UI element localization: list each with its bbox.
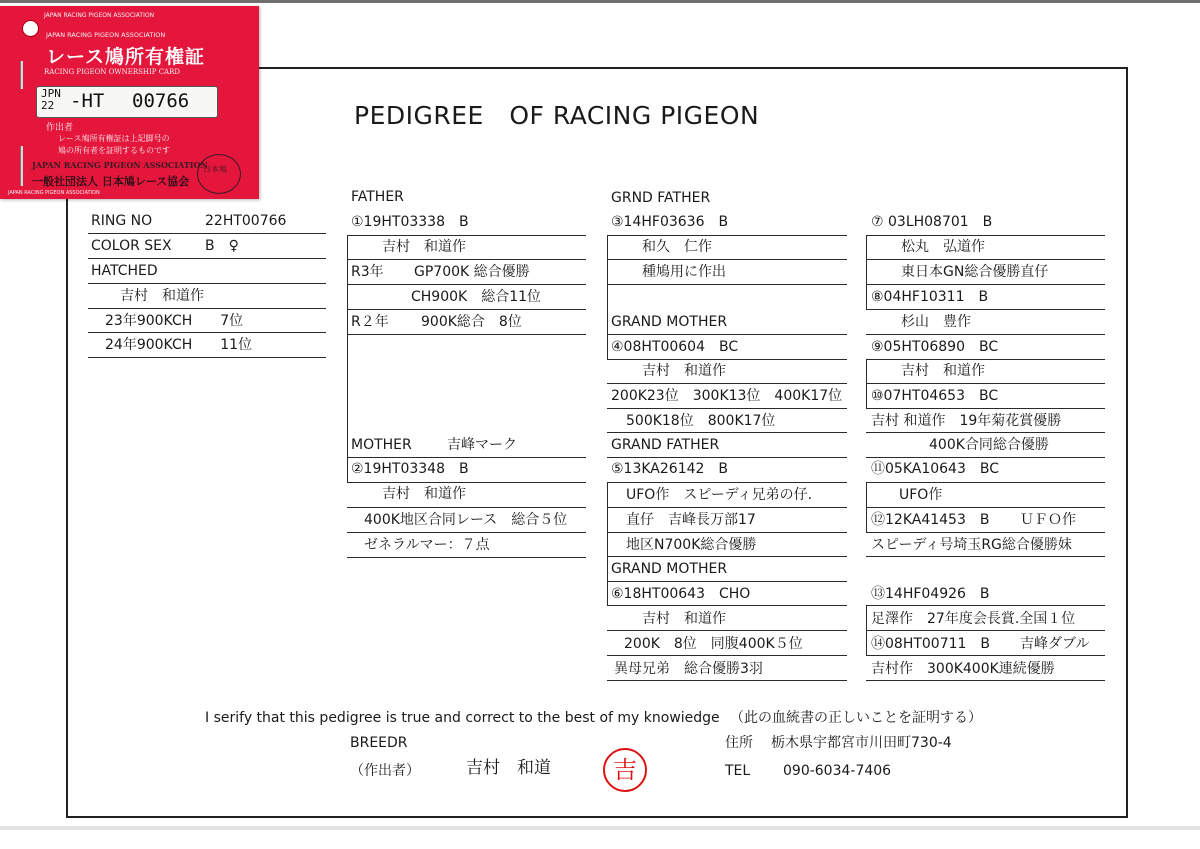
card-assoc-top-2: JAPAN RACING PIGEON ASSOCIATION: [46, 31, 166, 39]
card-stamp-text: 日本鳩: [203, 165, 227, 174]
gf-paternal-label: GRND FATHER: [611, 190, 711, 206]
father-id: ①19HT03338 B: [351, 214, 469, 230]
divider: [347, 259, 586, 260]
divider: [607, 359, 847, 360]
gm-paternal-id: ④08HT00604 BC: [611, 339, 739, 355]
gg10-note: 吉村 和道作 19年菊花賞優勝: [871, 413, 1062, 429]
gm-maternal-breeder: 吉村 和道作: [642, 611, 726, 627]
gf-maternal-id: ⑤13KA26142 B: [611, 461, 729, 477]
card-org-jp: 一般社団法人 日本鳩レース協会: [32, 175, 190, 188]
card-assoc-top: JAPAN RACING PIGEON ASSOCIATION: [44, 12, 155, 19]
scan-bottom-edge: [0, 826, 1200, 830]
tel-label: TEL: [725, 763, 751, 779]
divider: [88, 332, 326, 333]
divider: [866, 630, 1105, 631]
divider: [866, 309, 1105, 310]
card-wire-upper: [20, 61, 23, 89]
gm-maternal-label: GRAND MOTHER: [611, 561, 728, 577]
subject-record-2: 24年900KCH 11位: [105, 337, 253, 353]
card-assoc-strip: JAPAN RACING PIGEON ASSOCIATION: [8, 190, 100, 196]
certify-text: I serify that this pedigree is true and correct to the best of my knowiedge: [205, 710, 720, 726]
gg13-note: 足澤作 27年度会長賞.全国１位: [871, 611, 1076, 627]
divider: [607, 630, 847, 631]
maker-label: （作出者）: [350, 763, 420, 779]
gg8-id: ⑧04HF10311 B: [871, 289, 989, 305]
divider: [607, 383, 847, 384]
divider: [866, 482, 1105, 483]
divider: [88, 308, 326, 309]
divider: [866, 383, 1105, 384]
breeder-label: BREEDR: [350, 735, 408, 751]
divider: [866, 359, 1105, 360]
gg9-breeder: 吉村 和道作: [901, 363, 985, 379]
divider: [347, 235, 586, 236]
father-record-2: CH900K 総合11位: [411, 289, 542, 305]
divider: [607, 482, 847, 483]
divider: [866, 284, 1105, 285]
bracket-line: [347, 235, 348, 483]
gg14-mark: 吉峰ダブル: [1020, 636, 1090, 652]
divider: [607, 235, 847, 236]
mother-record-1: 400K地区合同レース 総合５位: [364, 512, 568, 528]
card-wire-lower: [20, 146, 23, 186]
divider: [347, 557, 586, 558]
gf-maternal-note: 直仔 吉峰長万部17: [626, 512, 756, 528]
divider: [866, 507, 1105, 508]
card-ring-country: JPN: [41, 87, 61, 100]
divider: [88, 258, 326, 259]
gg11-id: ⑪05KA10643 BC: [871, 461, 999, 477]
divider: [866, 432, 1105, 433]
gg13-id: ⑬14HF04926 B: [871, 586, 990, 602]
gg14-id: ⑭08HT00711 B: [871, 636, 991, 652]
divider: [88, 357, 326, 358]
divider: [347, 457, 586, 458]
bracket-line: [866, 235, 867, 310]
card-issuer-label: 作出者: [46, 123, 74, 133]
divider: [866, 680, 1105, 681]
gm-paternal-record-1: 200K23位 300K13位 400K17位: [611, 388, 843, 404]
divider: [607, 556, 847, 557]
divider: [88, 283, 326, 284]
scan-top-edge: [0, 0, 1200, 3]
divider: [347, 532, 586, 533]
divider: [607, 532, 847, 533]
bracket-line: [607, 482, 608, 606]
divider: [607, 432, 847, 433]
bracket-line: [607, 235, 608, 360]
divider: [607, 259, 847, 260]
ring-value: 22HT00766: [205, 213, 287, 229]
gg11-breeder: UFO作: [899, 487, 943, 503]
gg12-note: スピーディ号埼玉RG総合優勝妹: [871, 537, 1072, 553]
gg12-id: ⑫12KA41453 B: [871, 512, 990, 528]
gg9-id: ⑨05HT06890 BC: [871, 339, 999, 355]
gg8-breeder: 杉山 豊作: [901, 314, 971, 330]
divider: [347, 482, 586, 483]
divider: [607, 457, 847, 458]
divider: [607, 680, 847, 681]
father-breeder: 吉村 和道作: [382, 239, 466, 255]
gm-maternal-id: ⑥18HT00643 CHO: [611, 586, 751, 602]
address-label: 住所: [725, 735, 753, 751]
mother-breeder: 吉村 和道作: [382, 486, 466, 502]
divider: [607, 605, 847, 606]
gg14-note: 吉村作 300K400K連続優勝: [871, 661, 1055, 677]
divider: [607, 655, 847, 656]
divider: [866, 655, 1105, 656]
divider: [866, 605, 1105, 606]
gg10-note-2: 400K合同総合優勝: [929, 437, 1049, 453]
divider: [607, 334, 847, 335]
card-title-jp: レース鳩所有権証: [46, 46, 206, 68]
breeder-seal: 吉: [603, 748, 647, 792]
father-record-3: 900K総合 8位: [421, 314, 522, 330]
gm-maternal-record-1: 200K 8位 同腹400K５位: [624, 636, 803, 652]
tel-value: 090-6034-7406: [783, 763, 892, 779]
divider: [607, 581, 847, 582]
page-title: PEDIGREE OF RACING PIGEON: [354, 101, 760, 130]
hatched-label: HATCHED: [91, 263, 158, 279]
divider: [347, 284, 586, 285]
divider: [866, 457, 1105, 458]
gf-maternal-label: GRAND FATHER: [611, 437, 720, 453]
card-title-en: RACING PIGEON OWNERSHIP CARD: [44, 68, 180, 76]
father-record-3-year: R２年: [351, 314, 389, 330]
gf-paternal-breeder: 和久 仁作: [642, 239, 712, 255]
divider: [607, 284, 847, 285]
gf-maternal-breeder: UFO作 スピーディ兄弟の仔.: [626, 487, 813, 503]
address-value: 栃木県宇都宮市川田町730-4: [771, 735, 952, 751]
color-sex-value: B ♀: [205, 238, 239, 254]
card-ring-code: -HT: [70, 90, 105, 112]
gg7-breeder: 松丸 弘道作: [901, 239, 985, 255]
gm-maternal-record-2: 異母兄弟 総合優勝3羽: [614, 661, 763, 677]
gg7-note: 東日本GN総合優勝直仔: [901, 264, 1049, 280]
divider: [607, 507, 847, 508]
card-ring-number: 00766: [132, 90, 190, 112]
father-label: FATHER: [351, 189, 404, 205]
divider: [607, 408, 847, 409]
subject-breeder: 吉村 和道作: [120, 288, 204, 304]
gf-maternal-record: 地区N700K総合優勝: [626, 537, 757, 553]
gg12-breeder: ＵＦＯ作: [1020, 512, 1076, 528]
breeder-signature: 吉村 和道: [466, 758, 551, 778]
card-assoc-bottom: JAPAN RACING PIGEON ASSOCIATION: [32, 160, 208, 170]
divider: [866, 532, 1105, 533]
gm-paternal-record-2: 500K18位 800K17位: [626, 413, 776, 429]
mother-mark: 吉峰マーク: [447, 437, 517, 453]
divider: [866, 334, 1105, 335]
color-sex-label: COLOR SEX: [91, 238, 172, 254]
mother-label: MOTHER: [351, 437, 412, 453]
divider: [866, 556, 1105, 557]
gm-paternal-breeder: 吉村 和道作: [642, 363, 726, 379]
card-ring-year: 22: [41, 99, 55, 112]
certify-text-jp: （此の血統書の正しいことを証明する）: [730, 710, 982, 726]
gf-paternal-note: 種鳩用に作出: [642, 264, 726, 280]
card-note-2: 鳩の所有者を証明するものです: [58, 146, 170, 155]
subject-record-1: 23年900KCH 7位: [105, 313, 244, 329]
ring-label: RING NO: [91, 213, 153, 229]
divider: [88, 233, 326, 234]
ring-number-box: [36, 86, 218, 118]
ownership-card: [0, 6, 259, 199]
mother-id: ②19HT03348 B: [351, 461, 469, 477]
divider: [866, 235, 1105, 236]
divider: [347, 309, 586, 310]
mother-record-2: ゼネラルマー：７点: [364, 537, 490, 553]
gg10-id: ⑩07HT04653 BC: [871, 388, 999, 404]
gf-paternal-id: ③14HF03636 B: [611, 214, 729, 230]
divider: [866, 408, 1105, 409]
father-record-1: GP700K 総合優勝: [414, 264, 530, 280]
father-record-1-year: R3年: [351, 264, 384, 280]
card-note-1: レース鳩所有権証は上記脚号の: [58, 134, 170, 143]
divider: [347, 334, 586, 335]
gg7-id: ⑦ 03LH08701 B: [871, 214, 993, 230]
card-hole: [22, 20, 39, 37]
divider: [866, 259, 1105, 260]
divider: [347, 507, 586, 508]
gm-paternal-label: GRAND MOTHER: [611, 314, 728, 330]
